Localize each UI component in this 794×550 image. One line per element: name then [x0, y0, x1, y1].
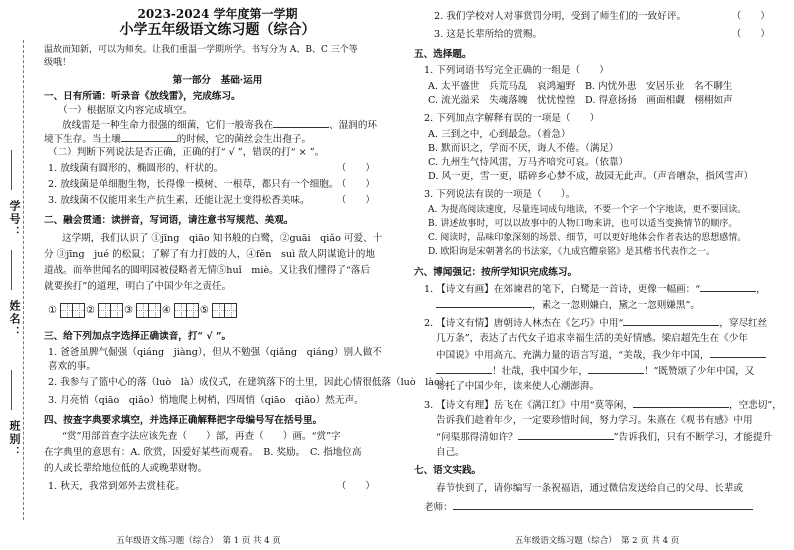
poem-item-3c: “问渠那得清如许？ ”告诉我们，只有不断学习，才能提升 — [436, 432, 773, 443]
class-label: 班别： — [8, 420, 21, 459]
dictionary-item-1: 1. 秋天，我常到郊外去赏桂花。 （ ） — [48, 481, 375, 492]
option-a[interactable]: A. 为提高阅读速度，尽量连词成句地读，不要一个字一个字地读，更不要回读。 — [428, 205, 747, 215]
part-heading: 第一部分 基础·运用 — [172, 75, 263, 86]
grid-number: ① — [48, 305, 57, 316]
answer-blank[interactable] — [273, 118, 329, 128]
poem-item-2: 2. 【诗文有情】唐朝诗人林杰在《乞巧》中用“ ，穿尽红丝 — [424, 318, 768, 329]
cut-line — [23, 40, 24, 520]
grid-cell[interactable] — [224, 303, 237, 318]
poem-item-2b: 几万条”，表达了古代女子追求幸福生活的美好情感。梁启超先生在《少年 — [436, 333, 748, 344]
answer-blank[interactable] — [588, 364, 644, 374]
poem-item-2e: 寄托了中国少年，读来使人心潮澎湃。 — [436, 381, 600, 392]
answer-blank[interactable] — [518, 430, 614, 440]
dictionary-text-1: “赏”用部首查字法应该先查（ ）部，再查（ ）画。“赏”字 — [62, 431, 341, 442]
question-4-heading: 四、按查字典要求填空，并选择正确解释把字母编号写在括号里。 — [44, 415, 323, 426]
option-a[interactable]: A. 太平盛世 兵荒马乱 哀鸿遍野 — [428, 81, 576, 92]
name-field[interactable] — [11, 250, 12, 290]
practice-answer-line: 老师： — [414, 500, 786, 514]
pinyin-passage-line-4: 就要挨打”的道理，明白了中国少年之责任。 — [44, 281, 232, 292]
answer-paren[interactable]: （ ） — [731, 29, 770, 40]
answer-paren[interactable]: （ ） — [336, 195, 375, 206]
reading-item-3: 3. 月亮悄（qiāo qiǎo）悄地爬上树梢，四周悄（qiāo qiǎo）然无声。 — [48, 395, 364, 406]
question-1-sub-1: （一）根据原文内容完成填空。 — [58, 105, 193, 116]
answer-blank[interactable] — [453, 500, 753, 510]
poem-item-2c: 中国说》中用高亢、充满力量的语言写道，“美哉，我少年中国， — [414, 348, 786, 362]
answer-paren[interactable]: （ ） — [336, 481, 375, 492]
option-b[interactable]: B. 内忧外患 安居乐业 名不聊生 — [584, 81, 733, 92]
option-b[interactable]: B. 默而识之，学而不厌，诲人不倦。（满足） — [428, 143, 619, 154]
student-number-field[interactable] — [11, 150, 12, 190]
answer-blank[interactable] — [121, 132, 177, 142]
option-a[interactable]: A. 三到之中，心到最急。（着急） — [428, 129, 571, 140]
grid-number: ⑤ — [199, 305, 209, 316]
option-d[interactable]: D. 欧阳询是宋朝著名的书法家，《九成宫醴泉铭》是其楷书代表作之一。 — [428, 247, 716, 257]
answer-blank[interactable] — [623, 316, 719, 326]
answer-paren[interactable]: （ ） — [336, 163, 375, 174]
option-c[interactable]: C. 阅读时，品味印象深刻的场景、细节，可以更好地体会作者表达的思想感情。 — [428, 233, 747, 243]
pinyin-passage-line-3: 道战。而举世闻名的圆明园被侵略者无情⑤huǐ miè。又让我们懂得了“落后 — [44, 265, 370, 276]
judge-item-2: 2. 放线菌是单细胞生物，长得像一模树、一根草，都只有一个细胞。 （ ） — [48, 179, 375, 190]
page-footer: 五年级语文练习题（综合） 第 1 页 共 4 页 — [116, 536, 281, 546]
grid-cell[interactable] — [72, 303, 85, 318]
page-footer: 五年级语文练习题（综合） 第 2 页 共 4 页 — [514, 536, 680, 546]
question-2-heading: 二、融会贯通：读拼音，写词语，请注意书写规范、美观。 — [44, 215, 294, 226]
question-6-heading: 六、博闻强记：按所学知识完成练习。 — [414, 267, 578, 278]
answer-blank[interactable] — [710, 348, 766, 358]
grid-cell[interactable] — [148, 303, 161, 318]
choice-question-2: 2. 下列加点字解释有误的一项是（ ） — [424, 113, 600, 124]
exam-title: 小学五年级语文练习题（综合） — [119, 22, 316, 38]
dictionary-item-2: 2. 我们学校对人对事赏罚分明，受到了师生们的一致好评。 （ ） — [434, 11, 770, 22]
poem-item-3: 3. 【诗文有理】岳飞在《满江红》中用“莫等闲， ，空悲切”， — [424, 400, 782, 411]
poem-item-3b: 告诉我们趁着年少，一定要珍惜时间，努力学习。朱熹在《观书有感》中用 — [436, 415, 753, 426]
dictionary-text-3: 的人或长辈给地位低的人或晚辈财物。 — [44, 463, 208, 474]
question-1-sub-2: （二）判断下列说法是否正确，正确的打“ √ ”，错误的打“ × ”。 — [48, 147, 325, 158]
answer-blank[interactable] — [436, 298, 532, 308]
choice-question-3: 3. 下列说法有误的一项是（ ）。 — [424, 189, 576, 200]
judge-item-1: 1. 放线菌有圆形的、椭圆形的、杆状的。 （ ） — [48, 163, 375, 174]
grid-number: ② — [85, 305, 95, 316]
question-5-heading: 五、选择题。 — [414, 49, 472, 60]
grid-number: ③ — [123, 305, 133, 316]
answer-paren[interactable]: （ ） — [336, 179, 375, 190]
option-c[interactable]: C. 九州生气恃风雷，万马齐喑究可哀。（依靠） — [428, 157, 629, 168]
dictionary-item-3: 3. 这是长辈所给的赏赐。 （ ） — [434, 29, 770, 40]
exam-page-2 — [400, 0, 794, 550]
student-number-label: 学号： — [8, 200, 21, 239]
option-b[interactable]: B. 讲述故事时，可以以故事中的人物口吻来讲，也可以适当变换情节的顺序。 — [428, 219, 738, 229]
poem-item-1: 1. 【诗文有画】在郊谏君的笔下，白鹭是一首诗，更像一幅画：“ ， — [424, 284, 766, 295]
pinyin-passage-line-2: 分 ③jīng jué 的松鼠；了解了有力打鼓的人，④fěn suì 敌人阴谋诡计的地 — [44, 249, 375, 260]
answer-blank[interactable] — [700, 282, 756, 292]
answer-paren[interactable]: （ ） — [731, 11, 770, 22]
pinyin-passage-line-1: 这学期，我们认识了 ①jīng qiāo 知书般的白鹭，②guāi qiǎo 可爱、十 — [62, 233, 383, 244]
reading-item-2: 2. 我参与了篮中心的落（luò là）成仪式，在建筑落下的土里，因此心情很低落（luò lào）。 — [48, 377, 455, 388]
binding-margin — [0, 0, 40, 550]
intro-text: 温故而知新，可以为师矣。让我们重温一学期所学。书写分为 A、B、C 三个等 — [44, 45, 358, 55]
intro-text-2: 级哦！ — [44, 58, 72, 68]
reading-item-1b: 喜欢的事。 — [48, 361, 96, 372]
poem-item-1b: ，素之一忽则嫌白，黛之一忽则嫌黑”。 — [414, 298, 786, 312]
choice-options-1 — [414, 80, 786, 93]
grid-cell[interactable] — [186, 303, 199, 318]
question-1-heading: 一、日有所诵：听录音《放线雷》，完成练习。 — [44, 91, 241, 102]
choice-options-1b — [414, 94, 786, 107]
answer-blank[interactable] — [436, 364, 492, 374]
option-d[interactable]: D. 风一更，雪一更，聒碎乡心梦不成，故园无此声。（声音嘈杂，指风雪声） — [428, 171, 754, 182]
reading-item-1: 1. 爸爸虽脾气倔强（qiáng jiàng），但从不勉强（qiǎng qiáng）别人做不 — [48, 347, 382, 358]
answer-blank[interactable] — [633, 398, 729, 408]
name-label: 姓名： — [8, 300, 21, 339]
question-1-fill-1: 放线雷是一种生命力很强的细菌，它们一般寄我在 、湿润的环 — [62, 120, 378, 131]
question-7-heading: 七、语文实践。 — [414, 465, 482, 476]
choice-question-1: 1. 下列词语书写完全正确的一组是（ ） — [424, 65, 609, 76]
option-c[interactable]: C. 流光溢采 失魂落魄 忧忧惶惶 — [428, 95, 576, 106]
question-3-heading: 三、给下列加点字选择正确读音，打“ √ ”。 — [44, 331, 232, 342]
poem-item-3d: 自己。 — [436, 447, 465, 458]
poem-item-2d: ！壮哉，我中国少年， ！”既赞颂了少年中国，又 — [414, 364, 786, 378]
question-1-fill-2: 境下生存。当土壤 的时候，它的菌丝会生出孢子。 — [44, 134, 312, 145]
writing-grid — [46, 303, 236, 318]
grid-cell[interactable] — [110, 303, 123, 318]
exam-year-title: 2023-2024 学年度第一学期 — [137, 7, 298, 21]
class-field[interactable] — [11, 370, 12, 410]
dictionary-text-2: 在字典里的意思有：A. 欣赏，因爱好某些而观看。 B. 奖励。 C. 指地位高 — [44, 447, 362, 458]
grid-number: ④ — [161, 305, 171, 316]
practice-text: 春节快到了，请你编写一条祝福语，通过微信发送给自己的父母、长辈或 — [436, 483, 743, 494]
judge-item-3: 3. 放线菌不仅能用来生产抗生素，还能让泥土变得松香美味。 （ ） — [48, 195, 375, 206]
option-d[interactable]: D. 得意扬扬 画面相觑 栩栩如声 — [585, 95, 733, 106]
